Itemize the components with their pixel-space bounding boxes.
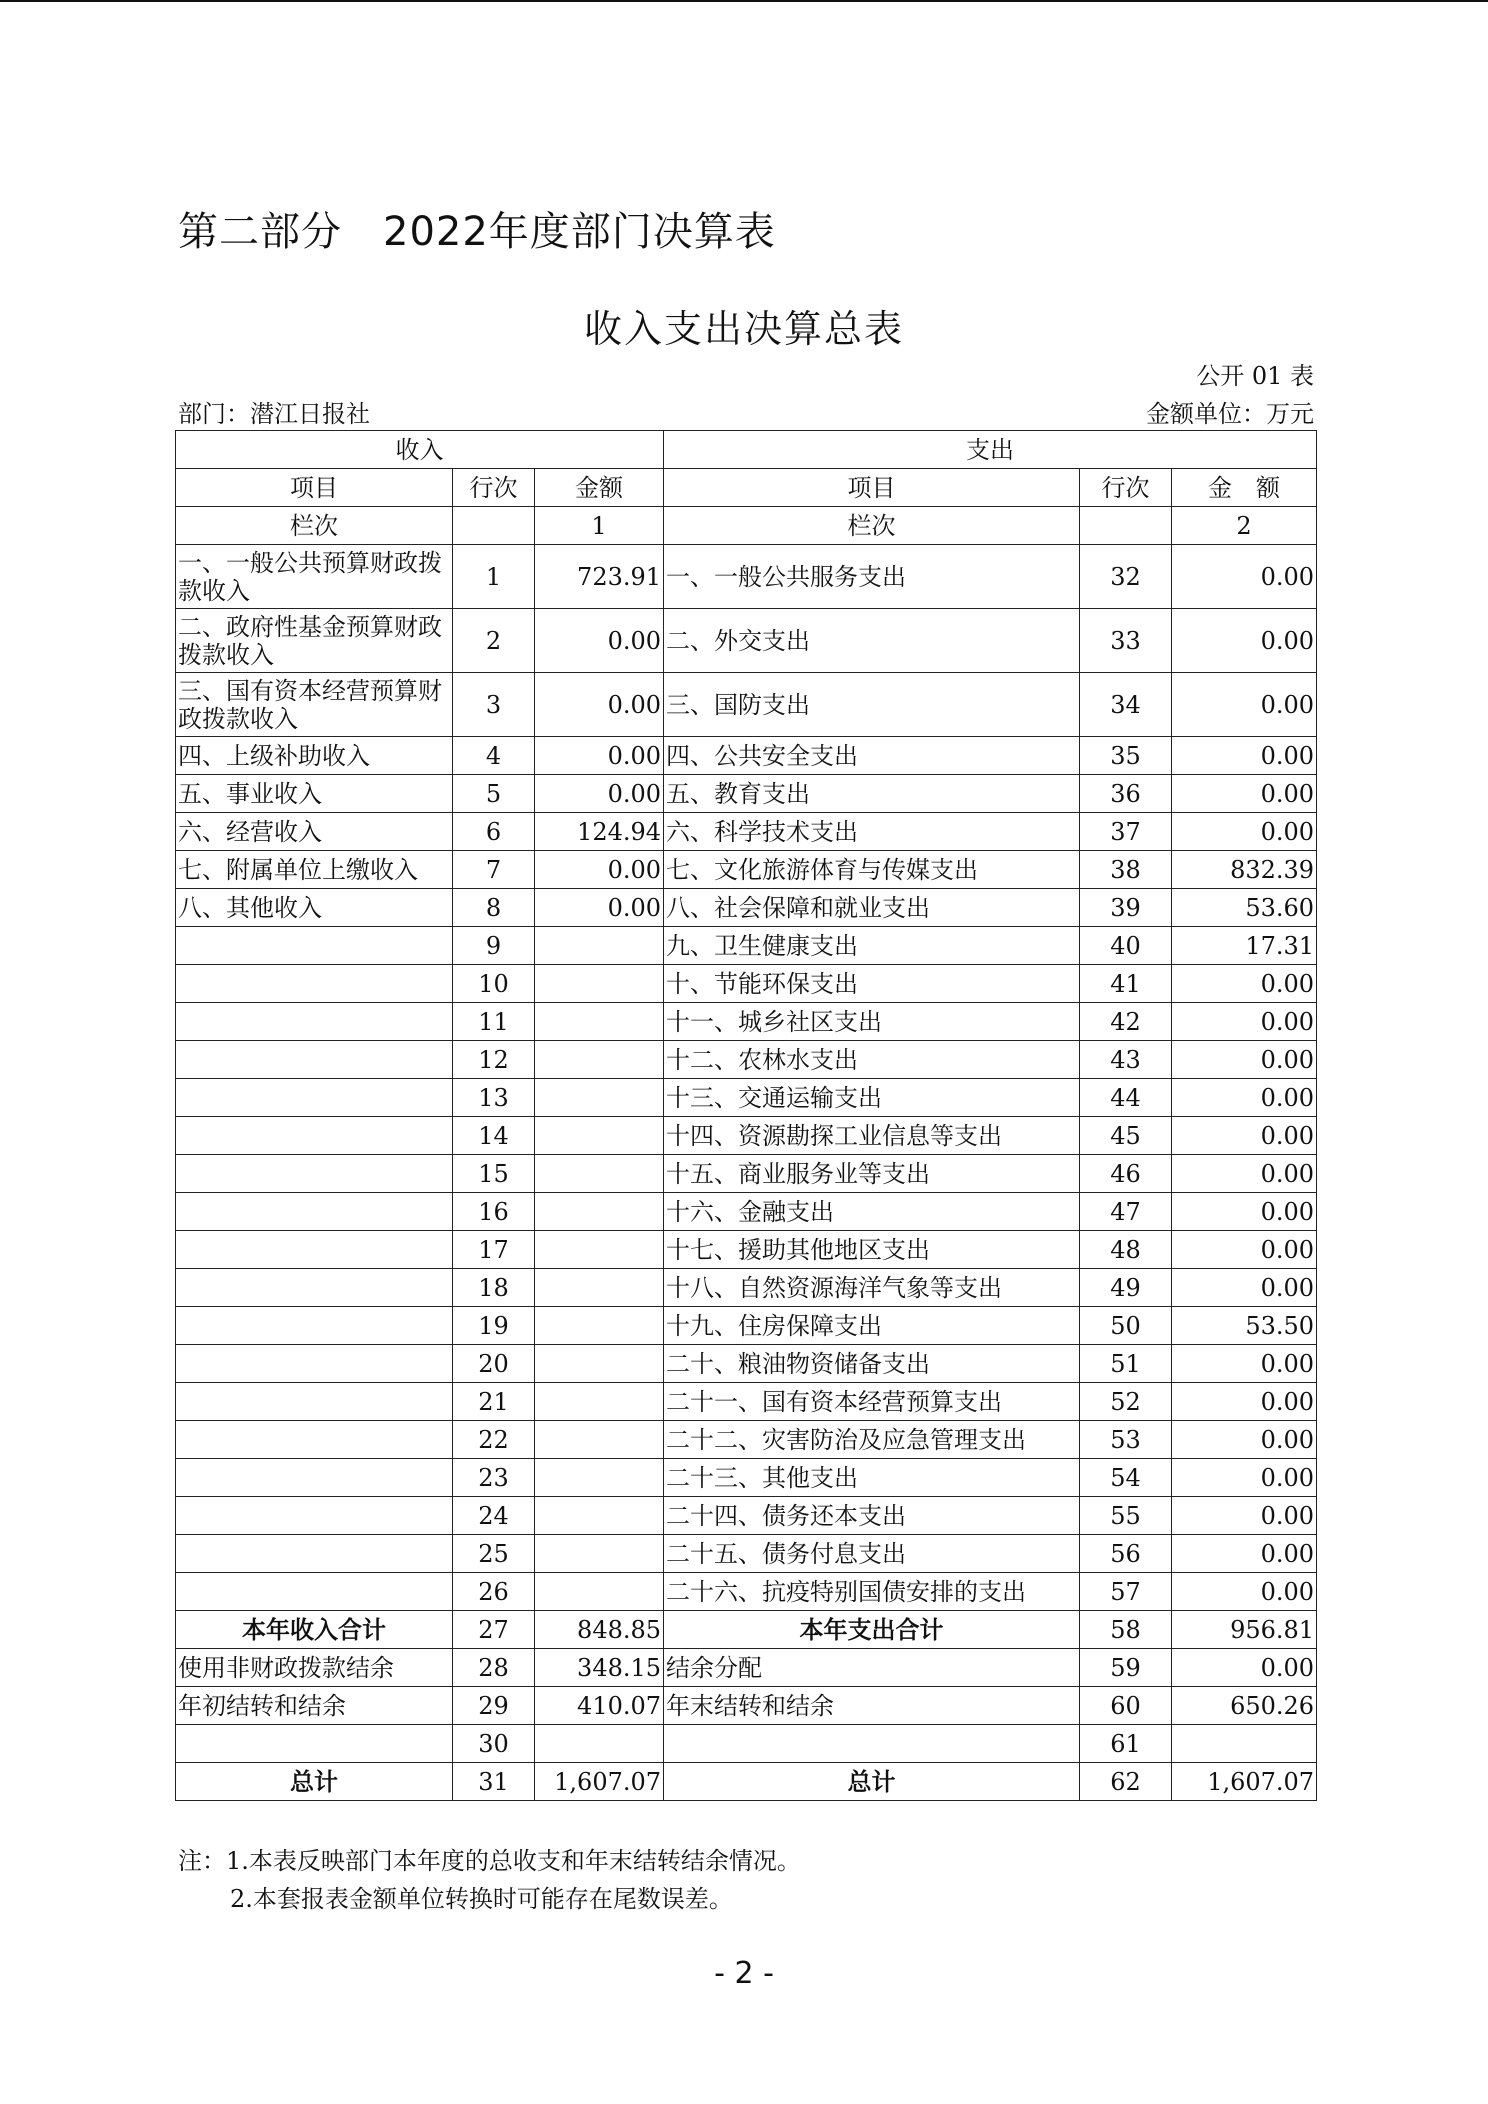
income-amount-cell (535, 1041, 664, 1079)
income-amount-cell (535, 1155, 664, 1193)
income-amount-cell: 0.00 (535, 673, 664, 737)
expense-item-cell: 十七、援助其他地区支出 (664, 1231, 1080, 1269)
income-amount-cell (535, 1725, 664, 1763)
income-amount-cell (535, 927, 664, 965)
expense-group-header: 支出 (664, 431, 1317, 469)
expense-line-cell: 38 (1080, 851, 1172, 889)
expense-item-cell: 十二、农林水支出 (664, 1041, 1080, 1079)
expense-item-cell: 十、节能环保支出 (664, 965, 1080, 1003)
department-label: 部门：潜江日报社 (178, 400, 370, 428)
income-line-number-blank (453, 507, 535, 545)
income-item-cell: 二、政府性基金预算财政拨款收入 (176, 609, 453, 673)
table-row (176, 1649, 1317, 1687)
income-amount-cell (535, 1421, 664, 1459)
expense-item-cell: 二、外交支出 (664, 609, 1080, 673)
income-line-cell: 18 (453, 1269, 535, 1307)
note-1: 注：1.本表反映部门本年度的总收支和年末结转结余情况。 (178, 1847, 801, 1875)
income-amount-cell (535, 1459, 664, 1497)
expense-line-cell: 57 (1080, 1573, 1172, 1611)
expense-amount-cell: 0.00 (1172, 1269, 1317, 1307)
income-item-cell (176, 927, 453, 965)
income-amount-cell (535, 1383, 664, 1421)
income-amount-cell: 723.91 (535, 545, 664, 609)
expense-line-cell: 54 (1080, 1459, 1172, 1497)
income-amount-cell (535, 1117, 664, 1155)
expense-amount-cell: 0.00 (1172, 1345, 1317, 1383)
part-title: 第二部分 2022年度部门决算表 (178, 209, 776, 255)
income-amount-cell: 410.07 (535, 1687, 664, 1725)
expense-row-label: 栏次 (664, 507, 1080, 545)
expense-line-cell: 36 (1080, 775, 1172, 813)
income-item-cell: 一、一般公共预算财政拨款收入 (176, 545, 453, 609)
expense-amount-cell: 0.00 (1172, 737, 1317, 775)
expense-amount-cell: 0.00 (1172, 1535, 1317, 1573)
table-row (176, 1573, 1317, 1611)
table-row (176, 813, 1317, 851)
income-amount-cell (535, 1573, 664, 1611)
income-line-cell: 3 (453, 673, 535, 737)
table-row (176, 775, 1317, 813)
expense-item-cell: 结余分配 (664, 1649, 1080, 1687)
income-line-cell: 21 (453, 1383, 535, 1421)
income-item-cell: 使用非财政拨款结余 (176, 1649, 453, 1687)
table-row (176, 1421, 1317, 1459)
expense-item-cell: 二十三、其他支出 (664, 1459, 1080, 1497)
income-amount-cell: 348.15 (535, 1649, 664, 1687)
income-line-cell: 31 (453, 1763, 535, 1801)
table-row (176, 737, 1317, 775)
expense-item-cell: 十六、金融支出 (664, 1193, 1080, 1231)
table-row (176, 1611, 1317, 1649)
table-row (176, 545, 1317, 609)
expense-item-cell: 总计 (664, 1763, 1080, 1801)
income-item-cell (176, 1345, 453, 1383)
income-item-cell (176, 1307, 453, 1345)
expense-amount-cell: 0.00 (1172, 1459, 1317, 1497)
table-row (176, 1687, 1317, 1725)
unit-label: 金额单位：万元 (1146, 400, 1314, 428)
expense-line-cell: 48 (1080, 1231, 1172, 1269)
income-line-cell: 17 (453, 1231, 535, 1269)
income-amount-cell: 0.00 (535, 775, 664, 813)
income-amount-cell (535, 1003, 664, 1041)
expense-item-header: 项目 (664, 469, 1080, 507)
expense-item-cell: 二十、粮油物资储备支出 (664, 1345, 1080, 1383)
table-row (176, 889, 1317, 927)
income-item-cell (176, 1041, 453, 1079)
expense-line-cell: 33 (1080, 609, 1172, 673)
income-line-cell: 9 (453, 927, 535, 965)
income-item-cell: 八、其他收入 (176, 889, 453, 927)
income-line-cell: 20 (453, 1345, 535, 1383)
expense-line-cell: 34 (1080, 673, 1172, 737)
table-row (176, 965, 1317, 1003)
income-row-label: 栏次 (176, 507, 453, 545)
table-row (176, 1269, 1317, 1307)
income-item-cell (176, 965, 453, 1003)
income-line-cell: 11 (453, 1003, 535, 1041)
income-item-cell: 七、附属单位上缴收入 (176, 851, 453, 889)
expense-item-cell (664, 1725, 1080, 1763)
table-row (176, 1497, 1317, 1535)
expense-amount-cell: 0.00 (1172, 1231, 1317, 1269)
expense-amount-cell: 0.00 (1172, 1649, 1317, 1687)
expense-amount-cell (1172, 1725, 1317, 1763)
expense-item-cell: 一、一般公共服务支出 (664, 545, 1080, 609)
expense-amount-cell: 0.00 (1172, 1383, 1317, 1421)
income-expense-table (175, 430, 1317, 1801)
expense-line-number-blank (1080, 507, 1172, 545)
income-line-cell: 12 (453, 1041, 535, 1079)
table-row (176, 1459, 1317, 1497)
income-amount-cell: 0.00 (535, 609, 664, 673)
table-group-header-row (176, 431, 1317, 469)
expense-line-cell: 37 (1080, 813, 1172, 851)
expense-amount-cell: 0.00 (1172, 1003, 1317, 1041)
expense-line-cell: 58 (1080, 1611, 1172, 1649)
income-amount-cell (535, 1231, 664, 1269)
expense-line-cell: 53 (1080, 1421, 1172, 1459)
income-item-cell (176, 1383, 453, 1421)
income-line-cell: 26 (453, 1573, 535, 1611)
income-line-cell: 29 (453, 1687, 535, 1725)
income-column-number: 1 (535, 507, 664, 545)
income-amount-cell: 848.85 (535, 1611, 664, 1649)
table-row (176, 927, 1317, 965)
expense-amount-cell: 0.00 (1172, 545, 1317, 609)
expense-line-cell: 49 (1080, 1269, 1172, 1307)
table-column-number-row (176, 507, 1317, 545)
income-line-cell: 16 (453, 1193, 535, 1231)
income-line-cell: 15 (453, 1155, 535, 1193)
expense-line-cell: 39 (1080, 889, 1172, 927)
income-item-cell (176, 1535, 453, 1573)
income-line-cell: 5 (453, 775, 535, 813)
expense-amount-cell: 0.00 (1172, 1573, 1317, 1611)
expense-amount-cell: 1,607.07 (1172, 1763, 1317, 1801)
table-row (176, 1079, 1317, 1117)
expense-amount-cell: 0.00 (1172, 813, 1317, 851)
table-row (176, 1345, 1317, 1383)
income-amount-cell (535, 1307, 664, 1345)
expense-amount-cell: 0.00 (1172, 1079, 1317, 1117)
income-line-header: 行次 (453, 469, 535, 507)
expense-line-cell: 51 (1080, 1345, 1172, 1383)
income-item-cell (176, 1725, 453, 1763)
expense-line-cell: 61 (1080, 1725, 1172, 1763)
income-line-cell: 2 (453, 609, 535, 673)
income-item-cell (176, 1459, 453, 1497)
income-line-cell: 10 (453, 965, 535, 1003)
expense-line-cell: 40 (1080, 927, 1172, 965)
table-row (176, 1231, 1317, 1269)
expense-line-cell: 62 (1080, 1763, 1172, 1801)
income-line-cell: 1 (453, 545, 535, 609)
income-amount-header: 金额 (535, 469, 664, 507)
income-item-cell: 三、国有资本经营预算财政拨款收入 (176, 673, 453, 737)
expense-amount-cell: 0.00 (1172, 775, 1317, 813)
table-row (176, 1193, 1317, 1231)
income-amount-cell: 0.00 (535, 889, 664, 927)
income-amount-cell (535, 1345, 664, 1383)
expense-amount-cell: 0.00 (1172, 1117, 1317, 1155)
income-group-header: 收入 (176, 431, 664, 469)
table-row (176, 1117, 1317, 1155)
expense-item-cell: 二十二、灾害防治及应急管理支出 (664, 1421, 1080, 1459)
income-amount-cell: 124.94 (535, 813, 664, 851)
income-line-cell: 25 (453, 1535, 535, 1573)
table-row (176, 1725, 1317, 1763)
income-line-cell: 24 (453, 1497, 535, 1535)
income-amount-cell (535, 1193, 664, 1231)
expense-item-cell: 十八、自然资源海洋气象等支出 (664, 1269, 1080, 1307)
expense-item-cell: 六、科学技术支出 (664, 813, 1080, 851)
table-column-header-row (176, 469, 1317, 507)
expense-line-cell: 50 (1080, 1307, 1172, 1345)
expense-item-cell: 八、社会保障和就业支出 (664, 889, 1080, 927)
table-row (176, 1535, 1317, 1573)
table-title: 收入支出决算总表 (583, 307, 904, 351)
income-item-cell (176, 1155, 453, 1193)
expense-amount-cell: 832.39 (1172, 851, 1317, 889)
table-row (176, 1383, 1317, 1421)
income-item-cell: 本年收入合计 (176, 1611, 453, 1649)
income-amount-cell: 0.00 (535, 851, 664, 889)
expense-line-cell: 32 (1080, 545, 1172, 609)
income-line-cell: 23 (453, 1459, 535, 1497)
income-line-cell: 14 (453, 1117, 535, 1155)
income-item-cell (176, 1421, 453, 1459)
expense-item-cell: 五、教育支出 (664, 775, 1080, 813)
income-line-cell: 19 (453, 1307, 535, 1345)
income-amount-cell: 1,607.07 (535, 1763, 664, 1801)
expense-amount-cell: 0.00 (1172, 1193, 1317, 1231)
income-line-cell: 7 (453, 851, 535, 889)
income-item-cell (176, 1497, 453, 1535)
expense-line-cell: 42 (1080, 1003, 1172, 1041)
note-2: 2.本套报表金额单位转换时可能存在尾数误差。 (230, 1885, 733, 1913)
expense-amount-cell: 0.00 (1172, 609, 1317, 673)
page-top-border (0, 0, 1488, 2)
table-row (176, 1307, 1317, 1345)
expense-item-cell: 二十四、债务还本支出 (664, 1497, 1080, 1535)
table-row (176, 851, 1317, 889)
income-amount-cell (535, 1269, 664, 1307)
income-line-cell: 4 (453, 737, 535, 775)
table-row (176, 1041, 1317, 1079)
notes (178, 1842, 801, 1918)
income-item-cell (176, 1003, 453, 1041)
income-amount-cell (535, 1497, 664, 1535)
income-line-cell: 27 (453, 1611, 535, 1649)
expense-amount-cell: 0.00 (1172, 1421, 1317, 1459)
expense-line-cell: 41 (1080, 965, 1172, 1003)
income-item-cell: 四、上级补助收入 (176, 737, 453, 775)
income-amount-cell (535, 1535, 664, 1573)
expense-item-cell: 十四、资源勘探工业信息等支出 (664, 1117, 1080, 1155)
expense-amount-cell: 0.00 (1172, 1497, 1317, 1535)
page-number: - 2 - (714, 1956, 774, 1991)
expense-amount-cell: 650.26 (1172, 1687, 1317, 1725)
expense-item-cell: 二十五、债务付息支出 (664, 1535, 1080, 1573)
expense-line-cell: 47 (1080, 1193, 1172, 1231)
table-row (176, 1155, 1317, 1193)
expense-line-cell: 60 (1080, 1687, 1172, 1725)
expense-amount-cell: 0.00 (1172, 1155, 1317, 1193)
income-amount-cell: 0.00 (535, 737, 664, 775)
expense-item-cell: 二十六、抗疫特别国债安排的支出 (664, 1573, 1080, 1611)
expense-amount-cell: 0.00 (1172, 1041, 1317, 1079)
expense-amount-cell: 956.81 (1172, 1611, 1317, 1649)
income-item-cell (176, 1117, 453, 1155)
table-row (176, 1003, 1317, 1041)
expense-line-cell: 45 (1080, 1117, 1172, 1155)
expense-amount-header: 金 额 (1172, 469, 1317, 507)
income-line-cell: 28 (453, 1649, 535, 1687)
income-item-cell (176, 1573, 453, 1611)
expense-item-cell: 十一、城乡社区支出 (664, 1003, 1080, 1041)
income-item-cell (176, 1079, 453, 1117)
income-item-cell (176, 1193, 453, 1231)
expense-amount-cell: 53.60 (1172, 889, 1317, 927)
income-line-cell: 22 (453, 1421, 535, 1459)
income-line-cell: 8 (453, 889, 535, 927)
income-line-cell: 13 (453, 1079, 535, 1117)
expense-item-cell: 二十一、国有资本经营预算支出 (664, 1383, 1080, 1421)
expense-amount-cell: 53.50 (1172, 1307, 1317, 1345)
expense-item-cell: 九、卫生健康支出 (664, 927, 1080, 965)
income-line-cell: 30 (453, 1725, 535, 1763)
expense-amount-cell: 0.00 (1172, 673, 1317, 737)
income-item-cell: 五、事业收入 (176, 775, 453, 813)
table-row (176, 1763, 1317, 1801)
expense-line-cell: 46 (1080, 1155, 1172, 1193)
expense-item-cell: 十九、住房保障支出 (664, 1307, 1080, 1345)
expense-item-cell: 年末结转和结余 (664, 1687, 1080, 1725)
income-line-cell: 6 (453, 813, 535, 851)
income-amount-cell (535, 965, 664, 1003)
income-item-cell (176, 1269, 453, 1307)
table-row (176, 609, 1317, 673)
expense-amount-cell: 0.00 (1172, 965, 1317, 1003)
expense-line-cell: 35 (1080, 737, 1172, 775)
income-item-cell: 总计 (176, 1763, 453, 1801)
expense-line-cell: 56 (1080, 1535, 1172, 1573)
expense-line-cell: 59 (1080, 1649, 1172, 1687)
expense-item-cell: 十五、商业服务业等支出 (664, 1155, 1080, 1193)
expense-line-header: 行次 (1080, 469, 1172, 507)
expense-item-cell: 本年支出合计 (664, 1611, 1080, 1649)
expense-item-cell: 四、公共安全支出 (664, 737, 1080, 775)
expense-line-cell: 55 (1080, 1497, 1172, 1535)
income-item-header: 项目 (176, 469, 453, 507)
expense-line-cell: 44 (1080, 1079, 1172, 1117)
expense-item-cell: 七、文化旅游体育与传媒支出 (664, 851, 1080, 889)
expense-item-cell: 三、国防支出 (664, 673, 1080, 737)
income-amount-cell (535, 1079, 664, 1117)
income-item-cell: 年初结转和结余 (176, 1687, 453, 1725)
expense-column-number: 2 (1172, 507, 1317, 545)
expense-line-cell: 52 (1080, 1383, 1172, 1421)
form-number: 公开 01 表 (1196, 362, 1314, 390)
expense-line-cell: 43 (1080, 1041, 1172, 1079)
expense-amount-cell: 17.31 (1172, 927, 1317, 965)
expense-item-cell: 十三、交通运输支出 (664, 1079, 1080, 1117)
income-item-cell: 六、经营收入 (176, 813, 453, 851)
income-item-cell (176, 1231, 453, 1269)
table-row (176, 673, 1317, 737)
